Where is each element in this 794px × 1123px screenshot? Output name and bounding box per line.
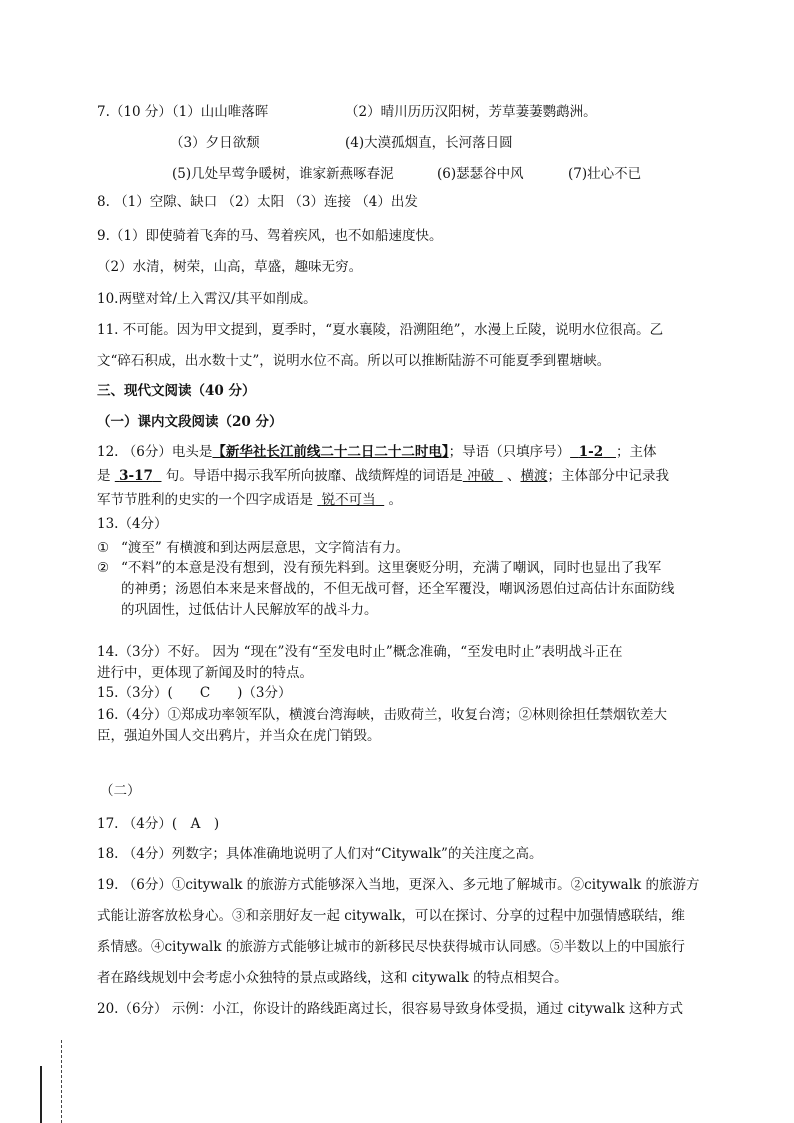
q13-item-1: “渡至” 有横渡和到达两层意思，文字简洁有力。 [121, 540, 410, 556]
q12-line2 [97, 467, 669, 485]
q7-item5: (5)几处早莺争暖树，谁家新燕啄春泥 [172, 166, 394, 182]
q13-heading: 13.（4分） [97, 516, 168, 532]
q11-line2: 文“碎石积成，出水数十丈”，说明水位不高。所以可以推断陆游不可能夏季到瞿塘峡。 [97, 353, 611, 369]
q18-line: 18. （4分）列数字；具体准确地说明了人们对“Citywalk”的关注度之高。 [97, 846, 543, 862]
q12-text: ；主体 [615, 444, 657, 460]
q7-item7: (7)壮心不已 [568, 166, 642, 182]
q12-text: ；导语（只填序号） [448, 444, 571, 460]
binding-solid-line [40, 1066, 42, 1123]
q13-item-2a: “不料”的本意是没有想到，没有预先料到。这里褒贬分明，充满了嘲讽，同时也显出了我军 [121, 560, 662, 576]
q10-line: 10.两壁对耸/上入霄汉/其平如削成。 [97, 291, 317, 307]
binding-dashed-line [61, 1040, 62, 1123]
q20-line: 20.（6分） 示例：小江，你设计的路线距离过长，很容易导致身体受损，通过 citywalk 这种方式 [97, 1001, 683, 1017]
q11-line1: 11. 不可能。因为甲文提到，夏季时，“夏水襄陵，沿溯阻绝”，水漫上丘陵，说明水位很高。乙 [97, 322, 664, 338]
q13-marker-1: ① [97, 540, 110, 556]
q17-line: 17. （4分）( A ) [97, 816, 220, 832]
q12-text: ；主体部分中记录我 [547, 468, 669, 484]
q14-line1: 14.（3分）不好。 因为 “现在”没有“至发电时止”概念准确，“至发电时止”表明战斗正在 [97, 644, 623, 660]
q7-item6: (6)瑟瑟谷中风 [437, 166, 524, 182]
q12-dateline-answer: 【新华社长江前线二十二日二十二时电】 [212, 444, 449, 460]
q7-line2 [170, 134, 513, 152]
q12-line1 [97, 443, 656, 461]
q13-marker-2: ② [97, 560, 110, 576]
subsection-heading-2: （二） [100, 783, 141, 799]
q19-line4: 者在路线规划中会考虑小众独特的景点或路线，这和 citywalk 的特点相契合。 [97, 970, 568, 986]
q8-line: 8. （1）空隙、缺口 （2）太阳 （3）连接 （4）出发 [97, 194, 418, 210]
q7-item2: （2）晴川历历汉阳树，芳草萋萋鹦鹉洲。 [345, 104, 597, 120]
q12-word1-answer: 冲破 [467, 468, 495, 484]
q9-line2: （2）水清，树荣，山高，草盛，趣味无穷。 [97, 259, 363, 275]
section-heading-3: 三、现代文阅读（40 分） [97, 383, 256, 399]
q19-line1: 19. （6分）①citywalk 的旅游方式能够深入当地，更深入、多元地了解城市。②citywalk 的旅游方 [97, 877, 700, 893]
q12-lead-answer: 1-2 [578, 444, 604, 460]
q12-word2-answer: 横渡 [520, 468, 548, 484]
q12-body-answer: 3-17 [119, 468, 153, 484]
q12-text: 。 [388, 492, 402, 508]
q19-line2: 式能让游客放松身心。③和亲朋好友一起 citywalk，可以在探讨、分享的过程中加强情感联结，维 [97, 908, 685, 924]
q7-item3: （3）夕日欲颓 [170, 135, 260, 151]
q12-text: 句。导语中揭示我军所向披靡、战绩辉煌的词语是 [165, 468, 463, 484]
q16-line1: 16.（4分）①郑成功率领军队，横渡台湾海峡，击败荷兰，收复台湾；②林则徐担任禁烟钦差大 [97, 707, 668, 723]
q7-line1 [97, 103, 597, 121]
q16-line2: 臣，强迫外国人交出鸦片，并当众在虎门销毁。 [97, 728, 381, 744]
q12-text: 12. （6分）电头是 [97, 444, 213, 460]
q14-line2: 进行中，更体现了新闻及时的特点。 [97, 665, 313, 681]
q7-item1: 7.（10 分）（1）山山唯落晖 [97, 104, 269, 120]
q13-item-2c: 的巩固性，过低估计人民解放军的战斗力。 [121, 602, 378, 618]
subsection-heading-1: （一）课内文段阅读（20 分） [97, 414, 283, 430]
q12-text: 军节节胜利的史实的一个四字成语是 [97, 492, 313, 508]
q12-line3 [97, 491, 402, 509]
q13-item-2b: 的神勇；汤恩伯本来是来督战的，不但无战可督，还全军覆没，嘲讽汤恩伯过高估计东面防线 [121, 581, 675, 597]
q12-text: 、 [506, 468, 521, 484]
q9-line1: 9.（1）即使骑着飞奔的马、驾着疾风，也不如船速度快。 [97, 228, 443, 244]
q12-idiom-answer: 锐不可当 [321, 492, 376, 508]
q19-line3: 系情感。④citywalk 的旅游方式能够让城市的新移民尽快获得城市认同感。⑤半数以上的中国旅行 [97, 939, 685, 955]
q15-line: 15.（3分）( C )（3分） [97, 685, 292, 701]
q7-line3 [172, 165, 642, 183]
q12-text: 是 [97, 468, 111, 484]
q7-item4: (4)大漠孤烟直，长河落日圆 [345, 135, 513, 151]
